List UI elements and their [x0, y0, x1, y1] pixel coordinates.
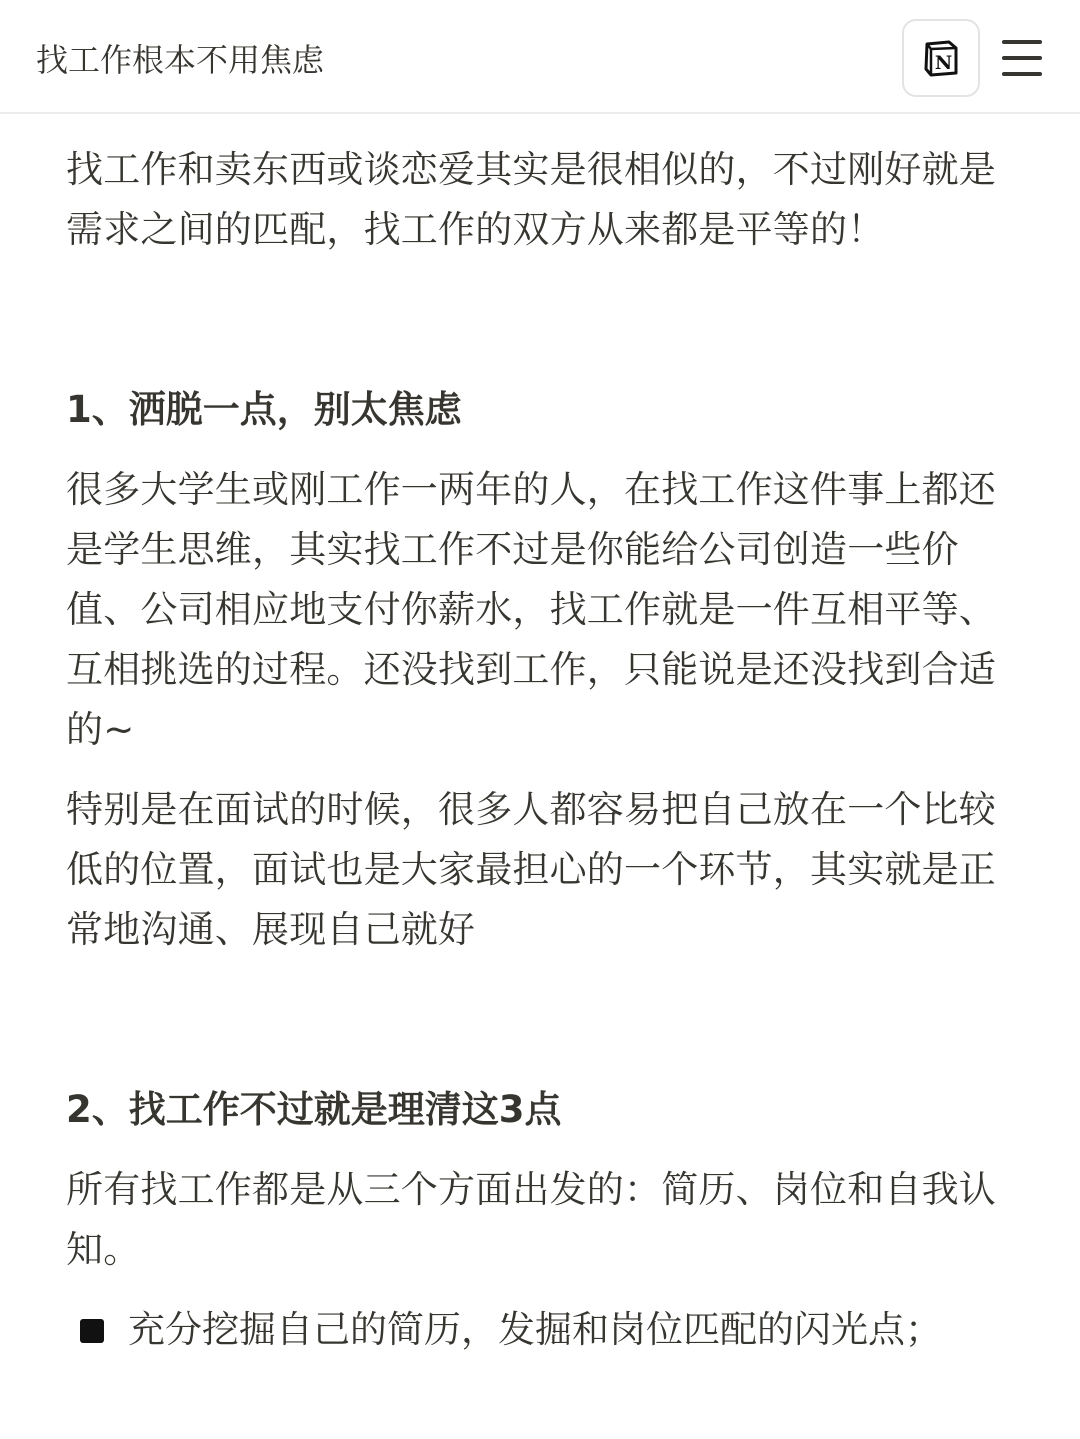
section2-heading: 2、找工作不过就是理清这3点	[66, 1088, 562, 1131]
top-bar	[0, 0, 1080, 114]
page-title: 找工作根本不用焦虑	[36, 41, 325, 79]
notion-app-button[interactable]	[902, 19, 980, 97]
intro-paragraph: 找工作和卖东西或谈恋爱其实是很相似的，不过刚好就是需求之间的匹配，找工作的双方从来都是平等的！	[66, 148, 996, 251]
section1-paragraph-2: 特别是在面试的时候，很多人都容易把自己放在一个比较低的位置，面试也是大家最担心的一个环节，其实就是正常地沟通、展现自己就好	[66, 788, 996, 951]
notion-logo-icon	[921, 38, 961, 78]
svg-text:N: N	[934, 52, 953, 74]
article-body	[66, 140, 996, 1360]
section1-paragraph-1: 很多大学生或刚工作一两年的人，在找工作这件事上都还是学生思维，其实找工作不过是你能给公司创造一些价值、公司相应地支付你薪水，找工作就是一件互相平等、互相挑选的过程。还没找到工作，只能说是还没找到合适的~	[66, 468, 996, 751]
bullet-item-text: 充分挖掘自己的简历，发掘和岗位匹配的闪光点；	[128, 1308, 942, 1351]
bullet-item	[76, 1300, 996, 1360]
black-square-bullet-icon	[80, 1319, 104, 1343]
section2-paragraph-1: 所有找工作都是从三个方面出发的：简历、岗位和自我认知。	[66, 1168, 996, 1271]
menu-icon[interactable]	[1000, 38, 1044, 78]
section1-heading: 1、洒脱一点，别太焦虑	[66, 388, 462, 431]
